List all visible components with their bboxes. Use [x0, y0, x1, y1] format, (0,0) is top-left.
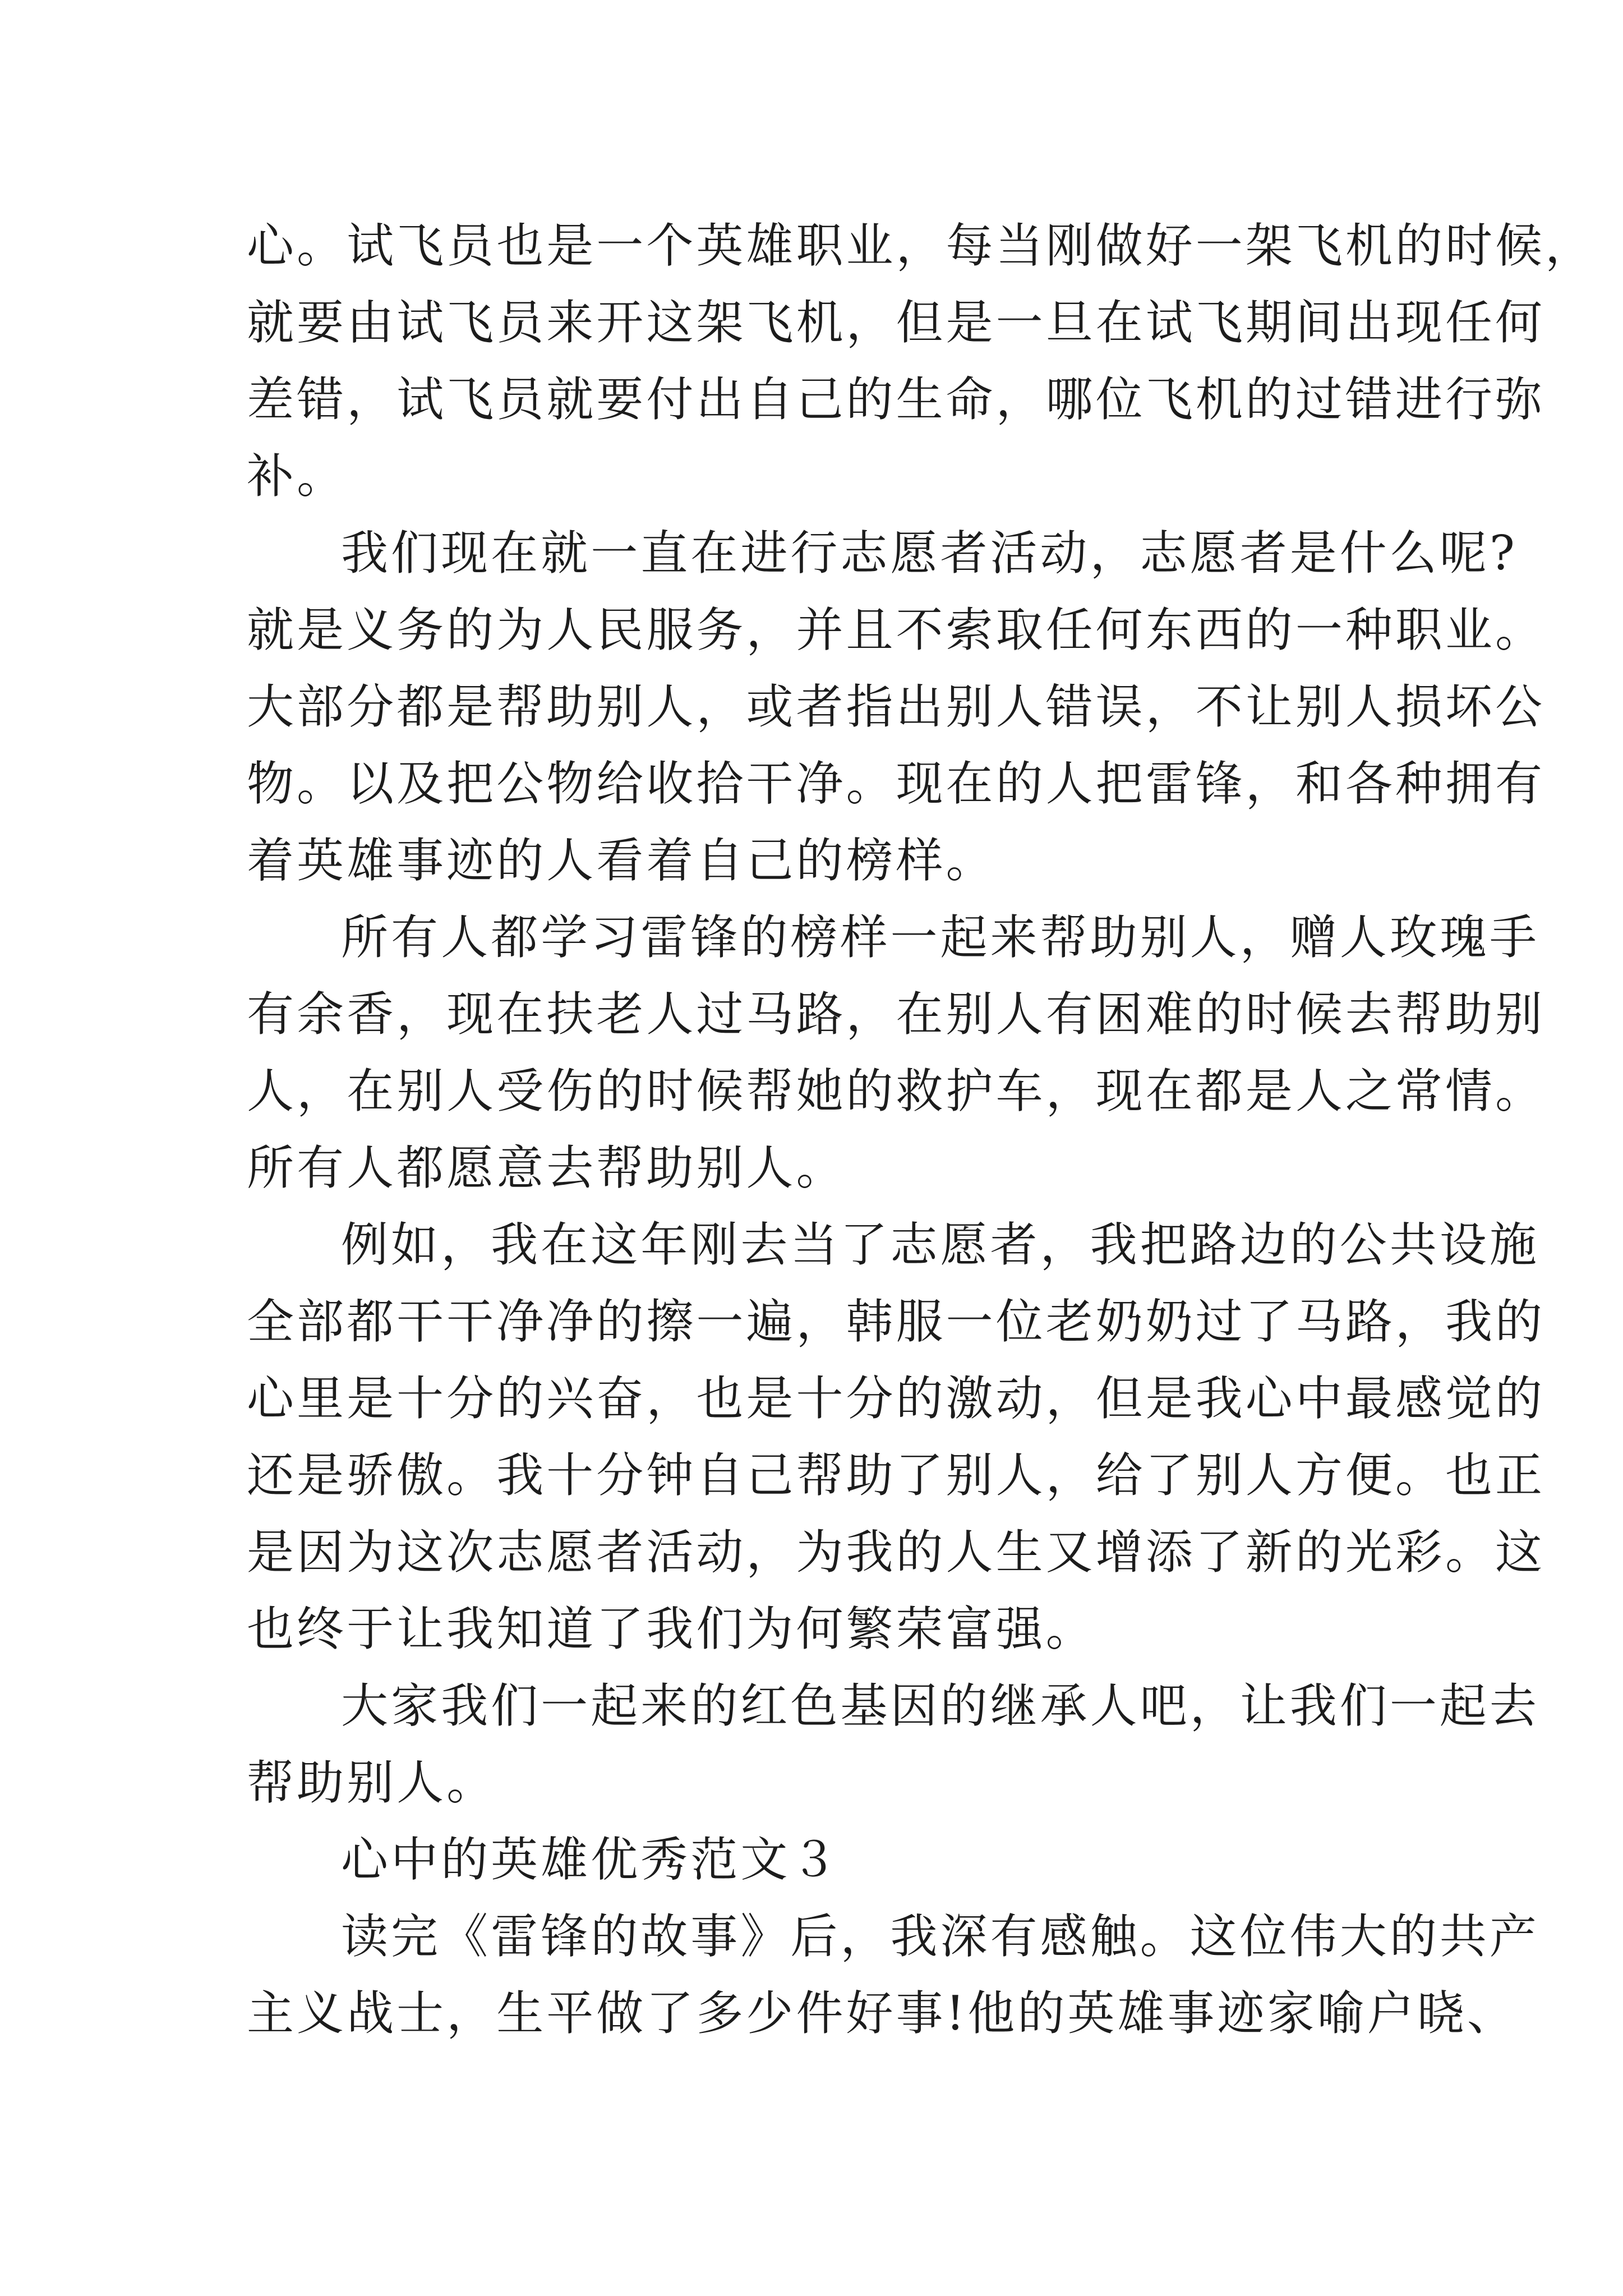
text-line-23: 读完《雷锋的故事》后，我深有感触。这位伟大的共产	[341, 1909, 1539, 1964]
text-line-5: 我们现在就一直在进行志愿者活动，志愿者是什么呢?	[341, 526, 1518, 581]
text-line-9: 着英雄事迹的人看着自己的榜样。	[247, 833, 996, 888]
text-line-20: 大家我们一起来的红色基因的继承人吧，让我们一起去	[341, 1678, 1539, 1733]
section-heading: 心中的英雄优秀范文３	[341, 1832, 841, 1887]
text-line-2: 就要由试飞员来开这架飞机，但是一旦在试飞期间出现任何	[247, 295, 1546, 350]
text-line-11: 有余香，现在扶老人过马路，在别人有困难的时候去帮助别	[247, 987, 1546, 1042]
text-line-1: 心。试飞员也是一个英雄职业，每当刚做好一架飞机的时候，	[247, 218, 1596, 273]
text-line-21: 帮助别人。	[247, 1755, 497, 1810]
text-line-19: 也终于让我知道了我们为何繁荣富强。	[247, 1602, 1096, 1657]
text-line-6: 就是义务的为人民服务，并且不索取任何东西的一种职业。	[247, 602, 1546, 657]
text-line-8: 物。以及把公物给收拾干净。现在的人把雷锋，和各种拥有	[247, 756, 1546, 811]
text-line-12: 人，在别人受伤的时候帮她的救护车，现在都是人之常情。	[247, 1064, 1546, 1119]
text-line-14: 例如，我在这年刚去当了志愿者，我把路边的公共设施	[341, 1217, 1539, 1272]
document-body	[247, 208, 1596, 2052]
text-line-24: 主义战士，生平做了多少件好事!他的英雄事迹家喻户晓、	[247, 1986, 1517, 2041]
text-line-7: 大部分都是帮助别人，或者指出别人错误，不让别人损坏公	[247, 679, 1546, 734]
text-line-16: 心里是十分的兴奋，也是十分的激动，但是我心中最感觉的	[247, 1371, 1546, 1426]
text-line-3: 差错，试飞员就要付出自己的生命，哪位飞机的过错进行弥	[247, 372, 1546, 427]
text-line-15: 全部都干干净净的擦一遍，韩服一位老奶奶过了马路，我的	[247, 1294, 1546, 1349]
text-line-10: 所有人都学习雷锋的榜样一起来帮助别人，赠人玫瑰手	[341, 910, 1539, 965]
text-line-13: 所有人都愿意去帮助别人。	[247, 1140, 846, 1195]
text-line-18: 是因为这次志愿者活动，为我的人生又增添了新的光彩。这	[247, 1525, 1546, 1580]
text-line-17: 还是骄傲。我十分钟自己帮助了别人，给了别人方便。也正	[247, 1448, 1546, 1503]
text-line-4: 补。	[247, 449, 347, 504]
